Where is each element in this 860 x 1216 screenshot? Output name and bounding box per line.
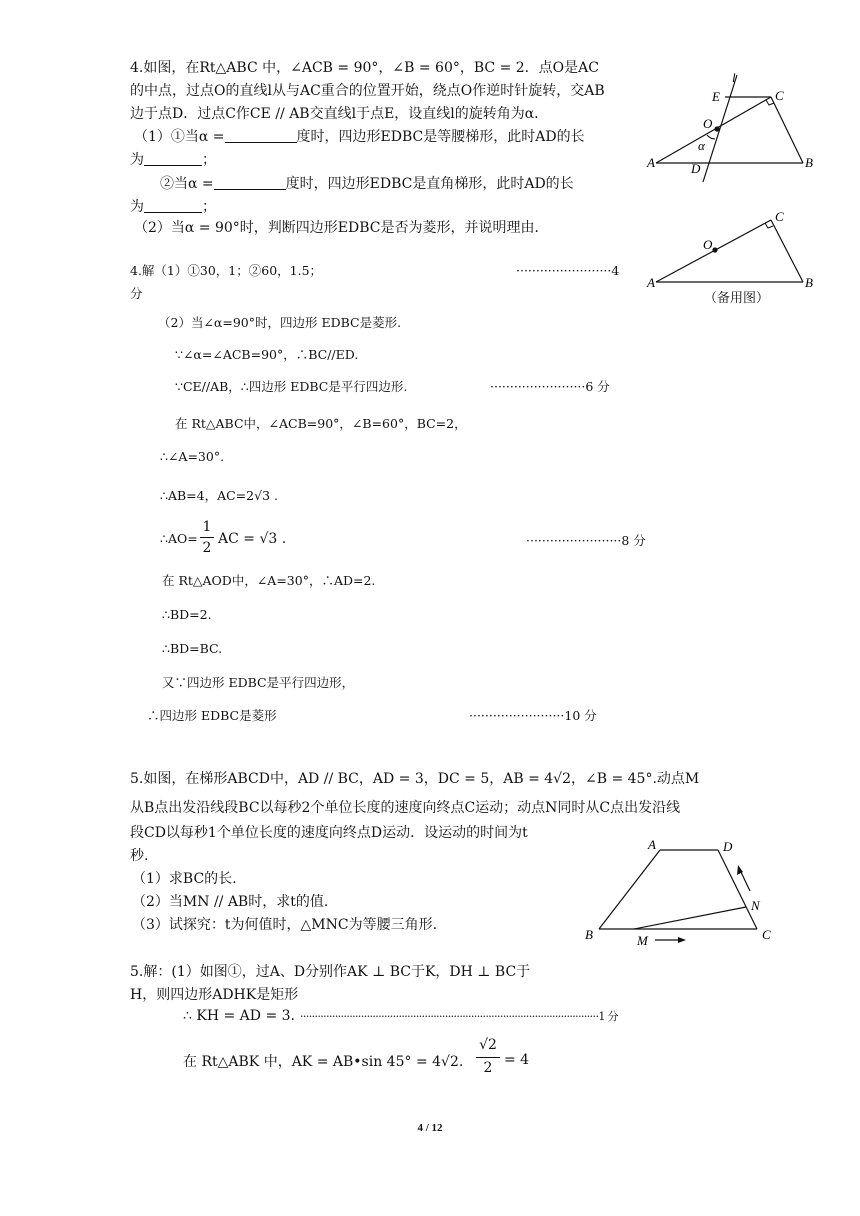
fraction-denominator: 2 (483, 1060, 493, 1076)
q5-figure-trapezoid (582, 834, 782, 954)
q4-part2: （2）当α = 90°时，判断四边形EDBC是否为菱形，并说明理由． (134, 220, 549, 236)
sol4-line-8-pre: ∴AO= (160, 531, 198, 546)
sol4-line-7: ∴AB=4，AC=2√3 . (160, 488, 278, 503)
q4-part1a-suffix: 度时，四边形EDBC是等腰梯形，此时AD的长 (296, 129, 585, 145)
segment-bc (771, 220, 803, 282)
sol4-line-1-fen: 分 (130, 286, 143, 301)
sol5-line-4-post: = 4 (504, 1052, 530, 1068)
sol4-line-13: ∴四边形 EDBC是菱形 (147, 708, 277, 723)
fraction-bar (200, 537, 214, 538)
sol4-line-8-dots: ························8 分 (526, 533, 646, 548)
q4-part1b-cont (130, 197, 216, 217)
q5-part-3: （3）试探究：t为何值时，△MNC为等腰三角形. (132, 917, 438, 933)
q4-line-1: 4.如图，在Rt△ABC 中，∠ACB = 90°，∠B = 60°，BC = 2．点O是AC (130, 60, 599, 76)
fig5-label: B (585, 927, 593, 942)
sol4-line-13-dots: ························10 分 (469, 708, 597, 723)
answer-blank[interactable] (144, 198, 202, 213)
q4-part1b-semicolon: ； (202, 199, 216, 215)
q4-part1a-wei: 为 (130, 152, 144, 168)
sol4-line-12: 又∵四边形 EDBC是平行四边形， (162, 675, 355, 690)
q4-part1b (160, 174, 574, 194)
q4-part1b-prefix: ②当α = (160, 176, 214, 192)
fig5-label: A (648, 837, 656, 852)
arrow-n-shaft (740, 870, 750, 891)
fig5-label: N (751, 898, 760, 913)
right-angle-mark (765, 223, 773, 228)
fraction-bar (476, 1057, 500, 1058)
answer-blank[interactable] (144, 151, 202, 166)
q5-line-1: 5.如图，在梯形ABCD中，AD // BC，AD = 3，DC = 5，AB = 4√2，∠B = 45°.动点M (130, 771, 700, 787)
fig1-label: C (775, 88, 784, 103)
sol4-line-1-dots: ························4 (516, 263, 620, 278)
sol5-line-3-dots: ·······································································································1 分 (300, 1010, 619, 1023)
sol4-line-10: ∴BD=2. (162, 607, 212, 622)
q4-line-2: 的中点，过点O的直线l从与AC重合的位置开始，绕点O作逆时针旋转，交AB (130, 83, 605, 99)
q4-line-3: 边于点D．过点C作CE // AB交直线l于点E，设直线l的旋转角为α． (130, 106, 549, 122)
fig5-label: M (637, 933, 648, 948)
fig2-label: O (703, 237, 713, 252)
segment-ab (599, 850, 660, 929)
answer-blank[interactable] (225, 128, 297, 143)
q4-part1a-semicolon: ； (202, 152, 216, 168)
fraction-denominator: 2 (202, 540, 212, 556)
q4-figure-main (645, 70, 825, 185)
fig5-label: D (723, 839, 733, 854)
segment-bc (771, 97, 803, 163)
sol4-line-11: ∴BD=BC. (162, 641, 223, 656)
q5-line-3: 段CD以每秒1个单位长度的速度向终点D运动．设运动的时间为t (130, 825, 528, 841)
sol4-line-4: ∵CE//AB，∴四边形 EDBC是平行四边形. (175, 379, 408, 394)
sol4-line-2: （2）当∠α=90°时，四边形 EDBC是菱形. (158, 315, 402, 330)
fig2-label: C (775, 209, 784, 224)
q4-part1a-prefix: （1）①当α = (134, 129, 225, 145)
q4-part1b-suffix: 度时，四边形EDBC是直角梯形，此时AD的长 (285, 176, 574, 192)
fig1-label: A (647, 155, 655, 170)
fig1-label: D (691, 161, 701, 176)
sol4-line-8-post: AC = √3 . (218, 531, 287, 547)
segment-ac (656, 97, 771, 163)
sol4-line-4-dots: ························6 分 (490, 379, 610, 394)
arrow-m-head (678, 937, 686, 943)
q4-part1a-cont (130, 150, 216, 170)
fig5-label: C (762, 927, 771, 942)
sol4-line-6: ∴∠A=30°. (160, 449, 225, 464)
q5-line-2: 从B点出发沿线段BC以每秒2个单位长度的速度向终点C运动；动点N同时从C点出发沿线 (130, 800, 681, 816)
answer-blank[interactable] (214, 175, 286, 190)
angle-arc (707, 135, 715, 139)
sol5-line-4-pre: 在 Rt△ABK 中，AK = AB•sin 45° = 4√2. (183, 1054, 464, 1070)
q4-part1a (134, 127, 585, 147)
segment-dc (718, 850, 757, 929)
fig1-label: l (732, 70, 736, 85)
sol5-line-2: H，则四边形ADHK是矩形 (130, 987, 299, 1003)
fig2-caption: （备用图） (704, 291, 770, 306)
q4-part1b-wei: 为 (130, 199, 144, 215)
q5-part-1: （1）求BC的长. (132, 871, 237, 887)
fig1-label: E (712, 89, 720, 104)
fig2-label: A (647, 275, 655, 290)
sol5-line-1: 5.解：(1）如图①，过A、D分别作AK ⊥ BC于K，DH ⊥ BC于 (130, 964, 531, 980)
fig2-label: B (805, 275, 813, 290)
fig1-label: B (805, 155, 813, 170)
sol4-line-3: ∵∠α=∠ACB=90°，∴BC//ED. (175, 347, 359, 362)
q5-line-4: 秒. (130, 848, 149, 864)
sol4-line-5: 在 Rt△ABC中，∠ACB=90°，∠B=60°，BC=2， (175, 416, 467, 431)
fraction-numerator: √2 (479, 1037, 497, 1053)
q5-part-2: （2）当MN // AB时，求t的值. (132, 894, 329, 910)
sol5-line-3: ∴ KH = AD = 3. (183, 1008, 295, 1024)
fig1-label: O (703, 116, 713, 131)
segment-mn (634, 907, 746, 929)
page-number: 4 / 12 (417, 1122, 443, 1134)
sol4-line-1: 4.解（1）①30，1；②60，1.5； (130, 263, 323, 278)
sol4-line-9: 在 Rt△AOD中，∠A=30°，∴AD=2. (162, 573, 376, 588)
fraction-numerator: 1 (202, 519, 212, 535)
point-o (714, 126, 719, 131)
fig1-label: α (698, 138, 705, 153)
point-o (712, 247, 717, 252)
